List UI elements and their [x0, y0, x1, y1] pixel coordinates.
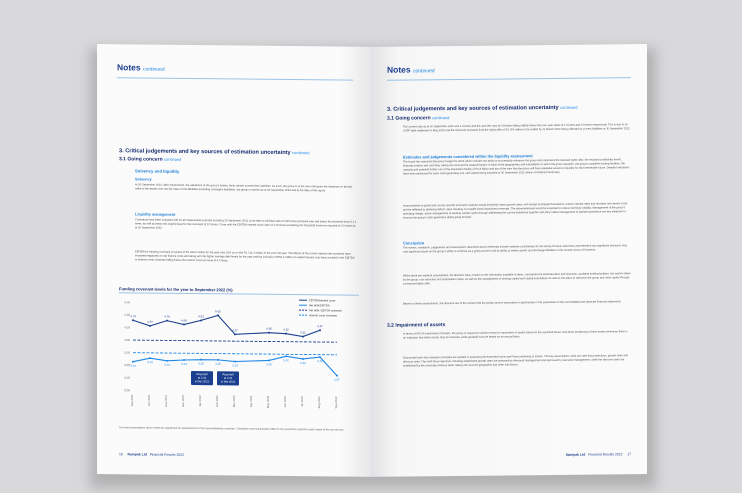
point-label-top: 4.47	[317, 324, 323, 329]
point-label-top: 4.32	[283, 327, 289, 332]
x-tick-label: Apr 2022	[249, 395, 253, 407]
paragraph-dcf: Discounted cash flow valuation principles are applied in assessing the expected future cash flows pertaining to assets. The key assumptions used are cash flow projections, growth rates and discount rates. The cash flow projections including established growth rates are prepared by divisional management and approved by executive management, while the discount rates are established by the corporate treasury team, taking into account geographic and other risk factors.	[403, 354, 628, 368]
header-suffix: continued	[143, 66, 165, 73]
data-point	[336, 375, 338, 377]
callout-text: at 3.32	[223, 376, 233, 381]
paragraph-solvency: At 30 September 2022, after impairments, the valuations of the group's assets, fairly valued, exceed their liabilities. As such, the group is of the view that given the headroom in the fair value of the assets over the fair value of the liabilities (including contingent liabilities), the group is solvent as at 30 September 2022 and at the date of this report.	[135, 183, 353, 193]
y-tick-label: 3.00	[124, 363, 130, 368]
point-label-top: 4.64	[181, 318, 187, 323]
point-label-bottom: 3.14	[130, 363, 136, 368]
x-tick-label: Aug 2022	[317, 396, 321, 409]
x-tick-label: Oct 2021	[147, 394, 151, 406]
subsection-heading: 3.1 Going concern continued	[119, 156, 182, 163]
x-tick-label: Dec 2021	[181, 394, 185, 407]
point-label-bottom: 3.25	[198, 361, 204, 366]
data-point	[200, 359, 202, 361]
paragraph-based: Based on these assessments, the directors are of the opinion that the going concern assumption is appropriate in the preparation of the consolidated and separate financial statements.	[403, 300, 622, 306]
x-tick-label: Jan 2022	[198, 395, 202, 407]
subheading-conclusion: Conclusion	[403, 240, 425, 246]
chart-caption: Covenant computations above reflect the adjustment for apportionment of the hyperinflationary economy – Zimbabwe and may therefore differ for the covenants reported in past reports of the current year.	[119, 426, 344, 432]
data-point	[234, 361, 236, 363]
x-tick-label: Sep 2022	[334, 396, 338, 409]
x-tick-label: Jun 2022	[283, 395, 287, 408]
subheading-solvency-liquidity: Solvency and liquidity	[135, 168, 180, 174]
point-label-bottom: 3.23	[181, 361, 187, 367]
header-title: Notes	[117, 62, 141, 73]
x-tick-label: Feb 2022	[215, 395, 219, 408]
subsection-heading-impairment: 3.2 Impairment of assets	[387, 322, 446, 329]
point-label-top: 4.79	[130, 314, 136, 319]
covenant-chart	[111, 294, 363, 425]
callout-text: in Mar 2022	[220, 380, 236, 384]
y-tick-label: 5.00	[124, 312, 130, 317]
y-tick-label: 4.00	[124, 337, 130, 343]
section-heading: 3. Critical judgements and key sources of estimation uncertainty continued	[119, 148, 310, 157]
data-point	[302, 358, 304, 360]
subheading-solvency: Solvency	[135, 177, 152, 182]
paragraph-conclusion: The events, conditions, judgements and assumptions described above inherently include material uncertainties as the timing of future cash flows and therefore any significant decisions may cast significant doubt on the group's ability to continue as a going concern and its ability to realise assets and discharge liabilities in the normal course of business.	[403, 244, 627, 254]
x-tick-label: Jul 2022	[300, 396, 304, 407]
series-line-3	[133, 353, 337, 355]
point-label-top: 4.21	[300, 330, 306, 335]
point-label-bottom: 3.19	[164, 362, 170, 367]
legend-label: Net debt/EBITDA	[309, 304, 330, 308]
point-label-bottom: 3.32	[300, 360, 306, 365]
y-tick-label: 2.50	[124, 375, 130, 380]
footer-company: Nampak Ltd	[565, 452, 586, 457]
footer-doc: Financial Results 2022	[588, 452, 623, 457]
header-title: Notes	[387, 64, 411, 75]
point-label-bottom: 3.29	[147, 360, 153, 365]
data-point	[319, 356, 321, 358]
legend-label: EBITDA/interest cover	[309, 299, 336, 303]
x-tick-label: Sep 2021	[130, 394, 134, 407]
x-tick-label: Mar 2022	[232, 395, 236, 408]
y-tick-label: 4.50	[124, 325, 130, 330]
point-label-top: 4.35	[266, 326, 272, 331]
footer-page-number: 16	[119, 452, 123, 457]
data-point	[183, 359, 185, 361]
point-label-bottom: 3.25	[266, 362, 272, 367]
page-header	[117, 62, 165, 72]
subsection-heading: 3.1 Going concern continued	[387, 115, 450, 122]
x-tick-label: May 2022	[266, 395, 270, 409]
y-tick-label: 2.00	[124, 388, 130, 393]
data-point	[217, 359, 219, 361]
page-header	[387, 64, 435, 74]
point-label-bottom: 3.25	[215, 361, 221, 366]
header-suffix: continued	[413, 68, 435, 75]
header-rule	[117, 77, 353, 80]
legend-label: Interest cover covenant	[309, 314, 337, 318]
point-label-top: 5.02	[215, 309, 221, 314]
left-page	[97, 44, 373, 477]
paragraph-estimates: The board has assessed the group budget for 2023 which includes the ability to successfully refinance the group and implement the required rights offer, the resultant profitability levels, financial position and cash flow, taking into account the material factors in each of the geographies and subsidiaries in which the group operates, the group's available funding facilities, the capacity and potential further use of the acquisition facility of R1.8 billion and are of the view that the group will have adequate access to liquidity for the foreseeable future. Detailed valuations have been performed for each cash-generating unit, with assets being impaired at 30 September 2022 where considered necessary.	[403, 158, 630, 176]
footer-left	[119, 452, 184, 457]
data-point	[166, 360, 168, 362]
data-point	[285, 333, 287, 335]
footer-company: Nampak Ltd	[127, 452, 147, 457]
paragraph-ebitda: EBITDA for banking covenant purposes of R1 924.5 million for the year was 12% up on the R1 714.2 million of the prior full year. The effects of the recent interest rate increases have impacted negatively on net finance costs and along with the higher average debt levels for the year and the inclusion of R66.2 million of related interest cost have resulted in the EBITDA to interest cover covenant falling below the historic minimum level of 4.0 times.	[135, 250, 355, 263]
series-line-2	[133, 340, 337, 342]
point-label-bottom: 3.42	[283, 358, 289, 363]
subheading-liquidity: Liquidity management	[135, 212, 176, 217]
footer-doc: Financial Results 2022	[149, 452, 185, 457]
callout-text: Reported	[196, 373, 208, 377]
legend-label: Net debt: EBITDA covenant	[309, 309, 342, 313]
point-label-bottom: 3.19	[232, 363, 238, 368]
data-point	[234, 333, 236, 335]
point-label-bottom: 3.40	[317, 359, 323, 364]
data-point	[268, 332, 270, 334]
y-tick-label: 5.50	[124, 300, 130, 305]
paragraph-improvements: Improvements in global and country specific economic outlooks would positively impact growth rates, with foreign exchange fluctuations, reduce interest rates and resultant net interest costs and be reflected in declining WACC rates resulting in possible asset impairment reversals. The aforementioned would be expected to reduce earnings volatility. Management of the group's operating margin, active management of working capital cycles through addressing the current imbalance together with the prudent management of capital expenditure are key initiatives to improve the group's cash generative ability going forward.	[403, 202, 628, 220]
callout-text: in Dec 2021	[194, 380, 210, 384]
section-heading: 3. Critical judgements and key sources of estimation uncertainty continued	[387, 104, 578, 113]
right-page	[371, 44, 647, 477]
point-label-bottom: 2.67	[334, 377, 340, 382]
footer-page-number: 17	[627, 452, 631, 457]
chart-title: Funding covenant levels for the year to September 2022 (%)	[119, 286, 233, 293]
paragraph-intro: The current ratio as at 30 September 2022 was 1.4 times and the acid test ratio at 0.8 times falling slightly below the prior year ratios of 1.5 times and 0.9 times respectively. This is due to all USPP debt settlement in May 2023 and the minimum proceeds from the rights offer of R1 350 million to be settled by 31 March 2023 being reflected as current liabilities at 30 September 2022.	[403, 123, 631, 133]
y-tick-label: 3.50	[124, 350, 130, 355]
paragraph-uncertainties: Whilst there are material uncertainties, the directors have, based on the information available to them, considered the financial plans and forecasts, available funding facilities, the actions taken by the group, cost reduction and optimisation plans, as well as the management of working capital and capital expenditure as well as the plans to refinance the group and raise capital through a proposed rights offer.	[403, 272, 631, 286]
subheading-estimates: Estimates and judgements considered within the liquidity assessment	[403, 153, 533, 160]
callout-text: at 3.34	[197, 376, 207, 380]
paragraph-liquidity: Covenants have been complied with for all measurement periods including 30 September 2022. A net debt to EBITDA ratio of 3.85 times achieved was well below the threshold limit of 3.5 times, as well as below the original level for this covenant of 3.0 times. Cover with the EBITDA interest cover ratio of 3.14 times exceeding the threshold minimum required of 3.0 times as at 30 September 2022.	[135, 218, 357, 230]
x-tick-label: Nov 2021	[164, 394, 168, 407]
series-line-0	[133, 314, 320, 336]
point-label-top: 4.81	[198, 314, 204, 319]
paragraph-impairment: In terms of IAS 36 Impairment of Assets, the group is required to perform tests for impairment of assets based on the expected future cash flows pertaining to these assets whenever there is an indication that these assets may be impaired, while goodwill must be tested on an annual basis.	[403, 330, 628, 340]
data-point	[132, 319, 134, 321]
point-label-top: 4.57	[147, 319, 153, 324]
point-label-top: 4.27	[232, 328, 238, 333]
header-rule	[387, 77, 631, 81]
callout-text: Reported	[222, 373, 234, 377]
footer-right	[566, 452, 631, 457]
point-label-top: 4.79	[164, 314, 170, 319]
